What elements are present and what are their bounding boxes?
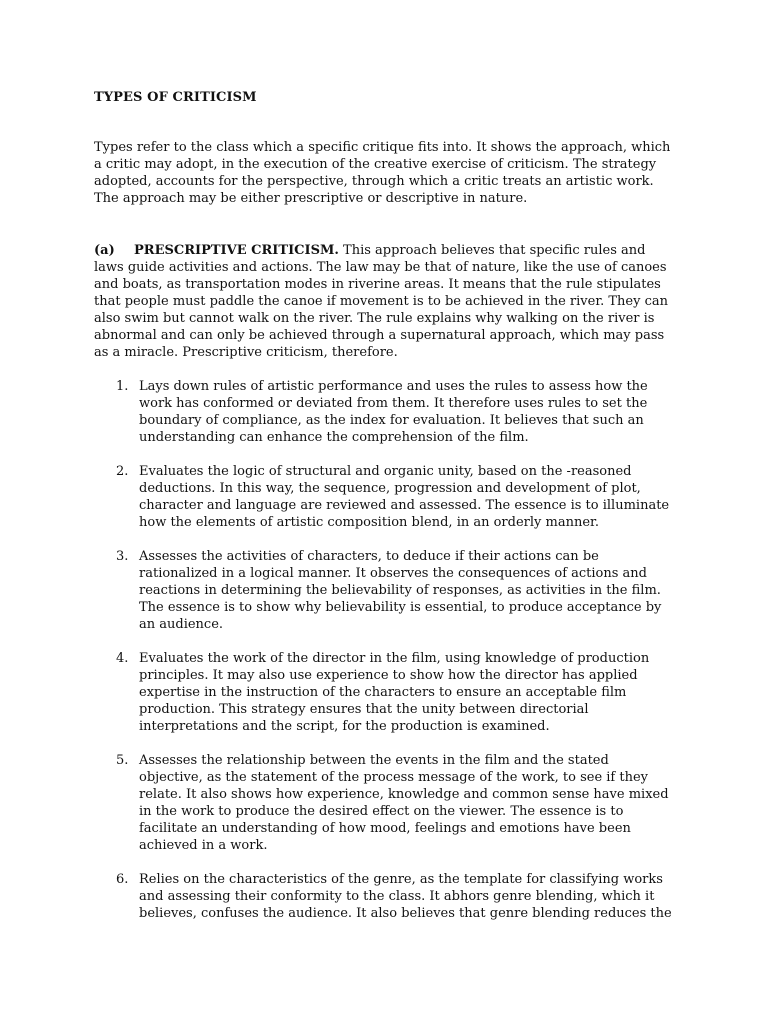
- list-item-text: Lays down rules of artistic performance and uses the rules to assess how the work has conformed or deviated from them. It therefore uses rules to set the boundary of compliance, as the index for evaluation. It believes that such an understanding can enhance the comprehension of the film.: [139, 379, 648, 445]
- list-item: [94, 548, 676, 633]
- list-item: [94, 650, 676, 735]
- section-body: This approach believes that specific rules and laws guide activities and actions. The law may be that of nature, like the use of canoes and boats, as transportation modes in riverine areas. It means that the rule stipulates that people must paddle the canoe if movement is to be achieved in the river. They can also swim but cannot walk on the river. The rule explains why walking on the river is abnormal and can only be achieved through a supernatural approach, which may pass as a miracle. Prescriptive criticism, therefore.: [94, 243, 668, 360]
- list-item-text: Relies on the characteristics of the genre, as the template for classifying works and assessing their conformity to the class. It abhors genre blending, which it believes, confuses the audience. It also believes that genre blending reduces the: [139, 872, 672, 921]
- criteria-list: [94, 378, 676, 939]
- list-item-number: 4.: [116, 651, 129, 666]
- intro-paragraph: Types refer to the class which a specific critique fits into. It shows the approach, which a critic may adopt, in the execution of the creative exercise of criticism. The strategy adopted, accounts for the perspective, through which a critic treats an artistic work. The approach may be either prescriptive or descriptive in nature.: [94, 140, 671, 206]
- list-item: [94, 752, 676, 854]
- section-heading: PRESCRIPTIVE CRITICISM.: [134, 243, 339, 258]
- list-item: [94, 463, 676, 531]
- list-item-number: 5.: [116, 753, 129, 768]
- list-item-text: Evaluates the work of the director in the film, using knowledge of production principles. It may also use experience to show how the director has applied expertise in the instruction of the characters to ensure an acceptable film production. This strategy ensures that the unity between directorial interpretations and the script, for the production is examined.: [139, 651, 650, 734]
- list-item-number: 2.: [116, 464, 129, 479]
- document-title: TYPES OF CRITICISM: [94, 90, 257, 105]
- section-marker: (a): [94, 243, 115, 258]
- list-item-text: Assesses the relationship between the events in the film and the stated objective, as the statement of the process message of the work, to see if they relate. It also shows how experience, knowledge and common sense have mixed in the work to produce the desired effect on the viewer. The essence is to facilitate an understanding of how mood, feelings and emotions have been achieved in a work.: [139, 753, 669, 853]
- list-item-number: 1.: [116, 379, 129, 394]
- list-item-number: 6.: [116, 872, 129, 887]
- list-item-number: 3.: [116, 549, 129, 564]
- section-prescriptive: [94, 242, 674, 361]
- list-item-text: Evaluates the logic of structural and organic unity, based on the -reasoned deductions. In this way, the sequence, progression and development of plot, character and language are reviewed and assessed. The essence is to illuminate how the elements of artistic composition blend, in an orderly manner.: [139, 464, 670, 530]
- list-item: [94, 378, 676, 446]
- list-item-text: Assesses the activities of characters, to deduce if their actions can be rationalized in a logical manner. It observes the consequences of actions and reactions in determining the believability of responses, as activities in the film. The essence is to show why believability is essential, to produce acceptance by an audience.: [139, 549, 662, 632]
- list-item: [94, 871, 676, 922]
